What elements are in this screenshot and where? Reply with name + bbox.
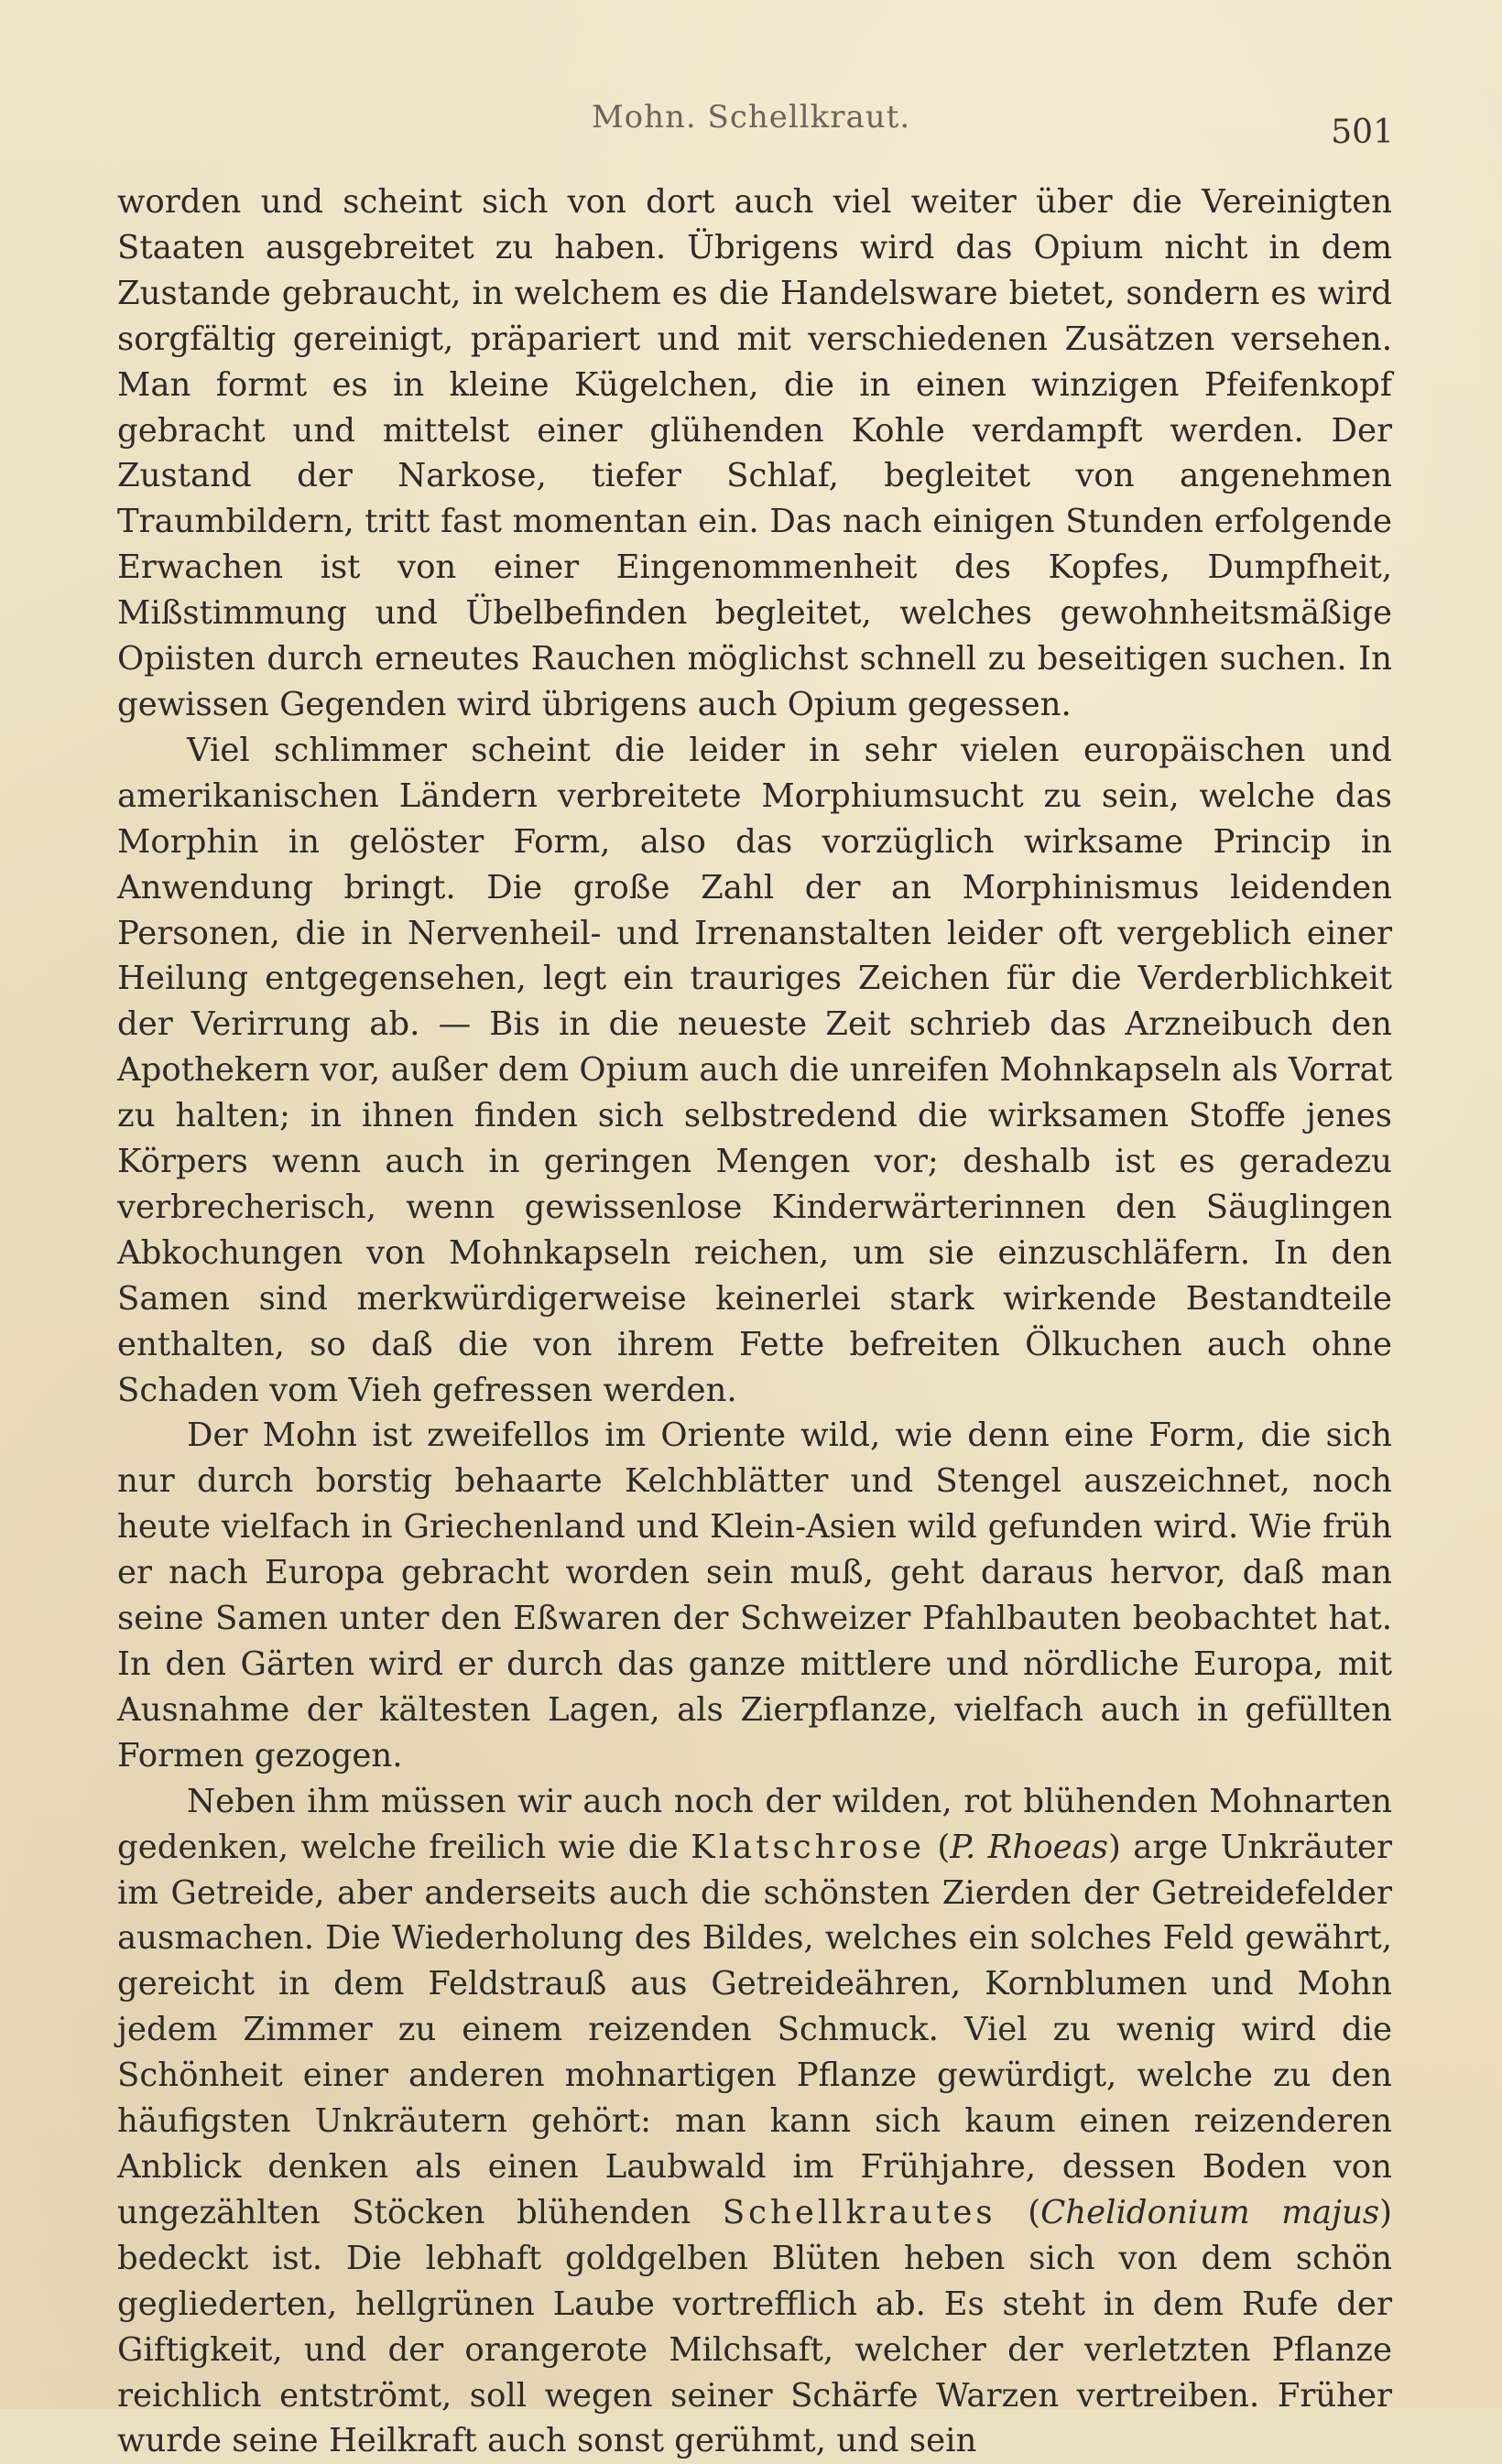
paragraph-mohn-origin bbox=[117, 1413, 1392, 1778]
body-text bbox=[117, 179, 1392, 2464]
paragraph-text: worden und scheint sich von dort auch viel weiter über die Vereinigten Staaten ausgebreitet zu haben. Übrigens wird das Opium nicht in dem Zustande gebraucht, in welchem es die Handelsware bietet, sondern es wird sorgfältig gereinigt, präpariert und mit verschiedenen Zusätzen versehen. Man formt es in kleine Kügelchen, die in einen winzigen Pfeifenkopf gebracht und mittelst einer glühenden Kohle verdampft werden. Der Zustand der Narkose, tiefer Schlaf, begleitet von angenehmen Traumbildern, tritt fast momentan ein. Das nach einigen Stunden erfolgende Erwachen ist von einer Eingenommenheit des Kopfes, Dumpfheit, Mißstimmung und Übelbefinden begleitet, welches gewohnheitsmäßige Opiisten durch erneutes Rauchen möglichst schnell zu beseitigen suchen. In gewissen Gegenden wird übrigens auch Opium gegessen. bbox=[117, 183, 1392, 723]
plant-name-schellkraut: Schellkrautes bbox=[722, 2193, 996, 2231]
paragraph-text: ( bbox=[996, 2193, 1041, 2231]
paragraph-text: ) arge Unkräuter im Getreide, aber anderseits auch die schönsten Zierden der Getreidefelder ausmachen. Die Wiederholung des Bildes, welches ein solches Feld gewährt, gereicht in dem Feldstrauß aus Getreideähren, Kornblumen und Mohn jedem Zimmer zu einem reizenden Schmuck. Viel zu wenig wird die Schönheit einer anderen mohnartigen Pflanze gewürdigt, welche zu den häufigsten Unkräutern gehört: man kann sich kaum einen reizenderen Anblick denken als einen Laubwald im Frühjahre, dessen Boden von ungezählten Stöcken blühenden bbox=[117, 1828, 1392, 2231]
paragraph-wild-poppies bbox=[117, 1779, 1392, 2464]
paragraph-text: ) bedeckt ist. Die lebhaft goldgelben Blüten heben sich von dem schön gegliederten, hellgrünen Laube vortrefflich ab. Es steht in dem Rufe der Giftigkeit, und der orangerote Milchsaft, welcher der verletzten Pflanze reichlich entströmt, soll wegen seiner Schärfe Warzen vertreiben. Früher wurde seine Heilkraft auch sonst gerühmt, und sein bbox=[117, 2193, 1392, 2460]
plant-name-klatschrose: Klatschrose bbox=[691, 1828, 926, 1866]
paragraph-opium bbox=[117, 179, 1392, 728]
paragraph-text: Der Mohn ist zweifellos im Oriente wild, wie denn eine Form, die sich nur durch borstig behaarte Kelchblätter und Stengel auszeichnet, noch heute vielfach in Griechenland und Klein-Asien wild gefunden wird. Wie früh er nach Europa gebracht worden sein muß, geht daraus hervor, daß man seine Samen unter den Eßwaren der Schweizer Pfahlbauten beobachtet hat. In den Gärten wird er durch das ganze mittlere und nördliche Europa, mit Ausnahme der kältesten Lagen, als Zierpflanze, vielfach auch in gefüllten Formen gezogen. bbox=[117, 1417, 1392, 1775]
paragraph-morphium bbox=[117, 728, 1392, 1414]
paragraph-text: ( bbox=[925, 1828, 951, 1866]
paragraph-text: Viel schlimmer scheint die leider in sehr vielen europäischen und amerikanischen Ländern verbreitete Morphiumsucht zu sein, welche das Morphin in gelöster Form, also das vorzüglich wirksame Princip in Anwendung bringt. Die große Zahl der an Morphinismus leidenden Personen, die in Nervenheil- und Irrenanstalten leider oft vergeblich einer Heilung entgegensehen, legt ein trauriges Zeichen für die Verderblichkeit der Verirrung ab. — Bis in die neueste Zeit schrieb das Arzneibuch den Apothekern vor, außer dem Opium auch die unreifen Mohnkapseln als Vorrat zu halten; in ihnen finden sich selbstredend die wirksamen Stoffe jenes Körpers wenn auch in geringen Mengen vor; deshalb ist es geradezu verbrecherisch, wenn gewissenlose Kinderwärterinnen den Säuglingen Abkochungen von Mohnkapseln reichen, um sie einzuschläfern. In den Samen sind merkwürdigerweise keinerlei stark wirkende Bestandteile enthalten, so daß die von ihrem Fette befreiten Ölkuchen auch ohne Schaden vom Vieh gefressen werden. bbox=[117, 731, 1392, 1409]
latin-name-rhoeas: P. Rhoeas bbox=[950, 1828, 1108, 1866]
latin-name-chelidonium: Chelidonium majus bbox=[1040, 2193, 1380, 2231]
paragraph-text: Neben ihm müssen wir auch noch der wilden, rot blühenden Mohnarten gedenken, welche freilich wie die bbox=[117, 1782, 1392, 1866]
running-title: Mohn. Schellkraut. bbox=[591, 99, 911, 136]
page-number: 501 bbox=[1331, 114, 1394, 151]
